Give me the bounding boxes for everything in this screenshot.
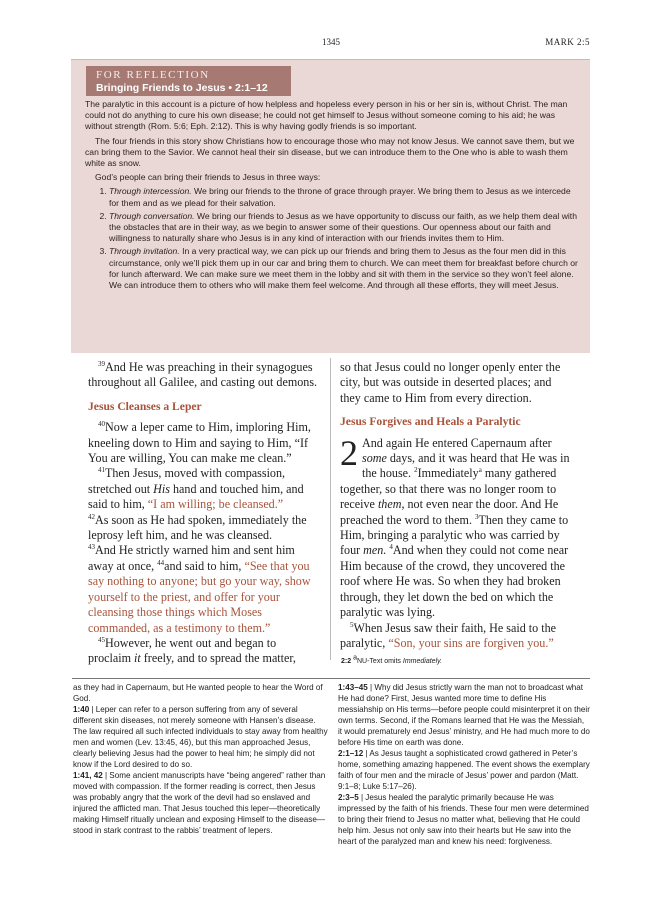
reflection-body [85,99,579,293]
reflection-box [71,59,590,353]
reflection-way: 2. Through conversation. We bring our friends to Jesus as we have opportunity to discuss our faith, as we help them deal with the obstacles that are in their way, as we begin to answer some of their questions. Our openness about our faith and willingness to naturally share who Jesus is in any kind of interaction with our friends invites them to Him. [109,211,579,245]
verse-45: $^{45}$However, he went out and began to proclaim it freely, and to spread the matter, [88,635,296,666]
reflection-header [86,66,291,96]
chapter-number: 2 [340,432,358,473]
reflection-way: 1. Through intercession. We bring our friends to the throne of grace through prayer. We bring them to Jesus as we intercede for them and as we plead for their salvation. [109,186,579,208]
page-header [72,37,590,51]
verse-5: $^5$When Jesus saw their faith, He said to the paralytic, “Son, your sins are forgiven you.” [340,620,557,650]
reflection-paragraph: The paralytic in this account is a picture of how helpless and hopeless every person in his or her sin is, without Christ. The man could not do anything to cure his own disease; he could not get himself to Jesus without someone coming to his aid; he was without strength (Rom. 5:6; Eph. 2:12). This is why having godly friends is so important. [85,99,568,132]
commentary-note: 2:3–5 | Jesus healed the paralytic primarily because He was impressed by the faith of his friends. These four men were determined to bring their friend to Jesus no matter what, believing that He could help him. Jesus not only saw into their hearts but He saw into the heart of the paralyzed man and knew his need: forgiveness. [338,793,589,846]
reflection-ways-list [85,186,579,291]
commentary-note: as they had in Capernaum, but He wanted people to hear the Word of God. [73,683,323,703]
reflection-paragraph: The four friends in this story show Christians how to encourage those who may not know Jesus. We cannot save them, but we can bring them to the Savior. We cannot heal their sin disease, but we can introduce them to the One who is able to wash them white as snow. [85,135,575,169]
chapter-reference: MARK 2:5 [545,37,590,47]
reflection-way: 3. Through invitation. In a very practical way, we can pick up our friends and bring them to Jesus as the four men did in this circumstance, only we’ll pick them up in our car and bring them to church. We can meet them for breakfast before church or for lunch afterward. We can make sure we meet them in the lobby and sit with them in the service so they won’t feel alone. We can introduce them to others who will make them feel welcome. And through all these efforts, they will meet Jesus. [109,246,579,291]
reflection-title: Bringing Friends to Jesus • 2:1–12 [96,82,268,94]
text-footnote: 2:2 aNU-Text omits Immediately. [341,654,443,665]
section-heading-paralytic: Jesus Forgives and Heals a Paralytic [340,415,521,429]
commentary-note: 1:43–45 | Why did Jesus strictly warn the man not to broadcast what He had done? First, Jesus wanted more time to define His messiahship on His terms—before people could misinterpret it on their own terms. Second, if the Romans learned that He was the Messiah, it would prematurely end Jesus’ ministry, and He had much more to do before His time on earth was done. [338,683,590,747]
right-scripture-column [340,360,572,651]
verses-41-44: $^{41}$Then Jesus, moved with compassion, stretched out His hand and touched him, and said to him, “I am willing; be cleansed.” $^{42}$As soon as He had spoken, immediately the leprosy left him, and he was cleansed. $^{43}$And He strictly warned him and sent him away at once, $^{44}$and said to him, “See that you say nothing to anyone; but go your way, show yourself to the priest, and offer for your cleansing those things which Moses commanded, as a testimony to them.” [88,466,311,635]
commentary-note: 2:1–12 | As Jesus taught a sophisticated crowd gathered in Peter’s home, something amazing happened. The event shows the exemplary faith of four men and the miracle of Jesus’ power and pardon (Matt. 9:1–8; Luke 5:17–26). [338,749,590,791]
verse-40: $^{40}$Now a leper came to Him, imploring Him, kneeling down to Him and saying to Him, “If You are willing, You can make me clean.” [88,420,311,466]
verses-1-4: 2 And again He entered Capernaum after some days, and it was heard that He was in the house. $^2$Immediately$^a$ many gathered together, so that there was no longer room to receive them, not even near the door. And He preached the word to them. $^3$Then they came to Him, bringing a paralytic who was carried by four men. $^4$And when they could not come near Him because of the crowd, they uncovered the roof where He was. So when they had broken through, they let down the bed on which the paralytic was lying. [340,432,570,620]
commentary-divider [72,678,590,679]
reflection-kicker: FOR REFLECTION [96,69,210,81]
commentary-note: 1:41, 42 | Some ancient manuscripts have “being angered” rather than moved with compassion. If the former reading is correct, then Jesus was probably angry that the work of the devil had so enslaved and injured the afflicted man. That Jesus touched this leper—theoretically making Himself ritually unclean and exposing Himself to the disease—stood in stark contrast to the rabbis’ treatment of lepers. [73,771,326,835]
verse-45-continued: so that Jesus could no longer openly enter the city, but was outside in deserted places; and they came to Him from every direction. [340,360,561,405]
column-divider [330,358,331,660]
left-scripture-column [88,360,322,667]
verse-39: $^{39}$And He was preaching in their synagogues throughout all Galilee, and casting out demons. [88,359,318,390]
commentary-left [73,682,328,836]
page-number: 1345 [322,37,340,47]
section-heading-leper: Jesus Cleanses a Leper [88,399,202,413]
commentary-right [338,682,590,847]
commentary-note: 1:40 | Leper can refer to a person suffering from any of several different skin diseases, not merely someone with Hansen’s disease. The law required all such infected individuals to stay away from healthy men and women (Lev. 13:45, 46), but this man approached Jesus, clearly believing Jesus had the power to heal him; he simply did not know if the Lord desired to do so. [73,705,328,769]
reflection-paragraph: God’s people can bring their friends to Jesus in three ways: [95,172,321,183]
